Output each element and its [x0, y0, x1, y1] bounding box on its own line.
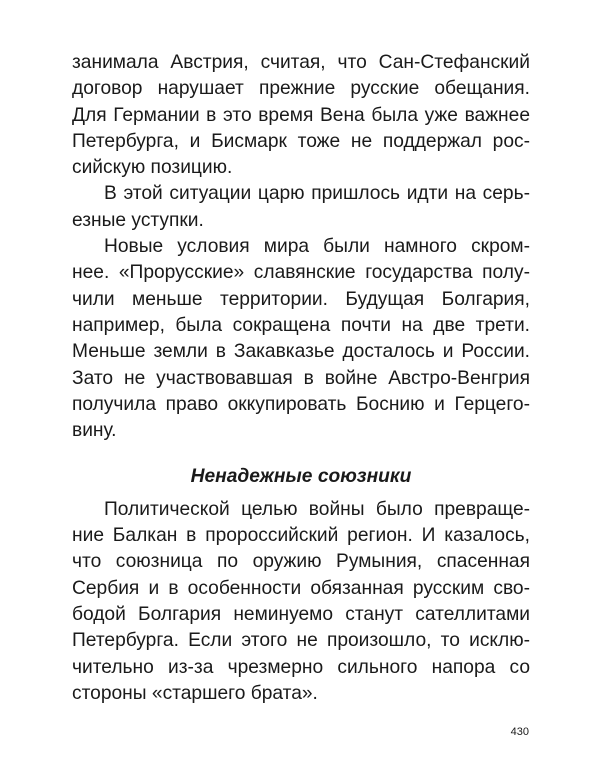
text-line: стороны «старшего брата».	[72, 682, 318, 704]
text-line: Новые условия мира были намного скром-	[104, 236, 530, 258]
paragraph-2	[72, 181, 530, 234]
section-heading: Ненадежные союзники	[190, 466, 412, 488]
text-line: Сербия и в особенности обязанная русским сво-	[72, 577, 530, 599]
text-line: что союзница по оружию Румыния, спасенная	[72, 551, 530, 573]
text-line: договор нарушает прежние русские обещания.	[72, 78, 530, 100]
text-line: получила право оккупировать Боснию и Герцего-	[72, 393, 530, 415]
paragraph-3	[72, 234, 530, 444]
paragraph-4	[72, 497, 530, 707]
text-line: Меньше земли в Закавказье досталось и России.	[72, 341, 530, 363]
text-line: Зато не участвовавшая в войне Австро-Венгрия	[72, 367, 530, 389]
text-line: занимала Австрия, считая, что Сан-Стефанский	[72, 52, 530, 73]
text-line: вину.	[72, 420, 117, 442]
text-line: Для Германии в это время Вена была уже важнее	[72, 104, 530, 126]
text-line: Петербурга, и Бисмарк тоже не поддержал рос-	[72, 130, 530, 152]
text-line: ние Балкан в пророссийский регион. И казалось,	[72, 525, 530, 547]
text-line: нее. «Прорусские» славянские государства полу-	[72, 262, 530, 284]
page-number: 430	[510, 726, 529, 738]
text-line: В этой ситуации царю пришлось идти на серь-	[104, 183, 530, 205]
text-line: езные уступки.	[72, 209, 204, 231]
text-line: чили меньше территории. Будущая Болгария,	[72, 288, 530, 310]
text-line: например, была сокращена почти на две трети.	[72, 314, 530, 336]
text-line: чительно из-за чрезмерно сильного напора со	[72, 656, 530, 678]
page-content	[72, 50, 530, 707]
text-line: сийскую позицию.	[72, 157, 233, 179]
text-line: Петербурга. Если этого не произошло, то исклю-	[72, 630, 530, 652]
text-line: Политической целью войны было превраще-	[104, 498, 530, 520]
text-line: бодой Болгария неминуемо станут сателлитами	[72, 603, 530, 625]
paragraph-1	[72, 50, 530, 181]
